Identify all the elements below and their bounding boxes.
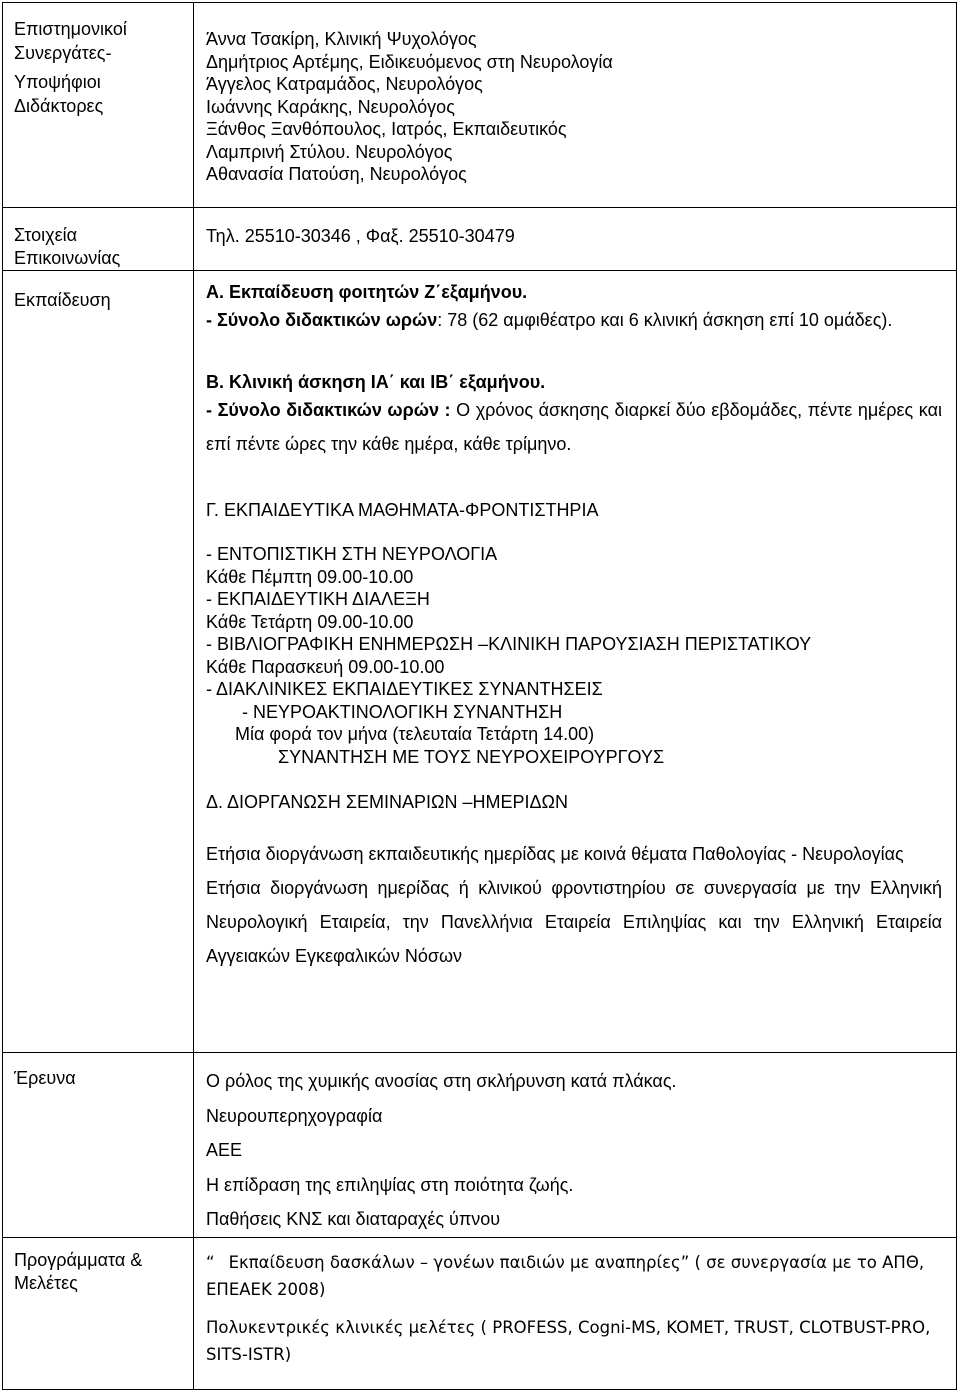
course-item-2: - ΕΚΠΑΙΔΕΥΤΙΚΗ ΔΙΑΛΕΞΗ <box>206 589 430 609</box>
education-d-para-1: Ετήσια διοργάνωση εκπαιδευτικής ημερίδας με κοινά θέματα Παθολογίας - Νευρολογίας <box>206 844 904 864</box>
research-item-3: ΑΕΕ <box>206 1140 243 1160</box>
education-label: Εκπαίδευση <box>14 290 111 310</box>
course-time-2: Κάθε Τετάρτη 09.00-10.00 <box>206 611 414 632</box>
contact-content-cell <box>194 208 957 271</box>
collaborator-5: Ξάνθος Ξανθόπουλος, Ιατρός, Εκπαιδευτικός <box>206 119 567 139</box>
course-sub-1: - ΝΕΥΡΟΑΚΤΙΝΟΛΟΓΙΚΗ ΣΥΝΑΝΤΗΣΗ <box>242 701 563 722</box>
course-item-1: - ΕΝΤΟΠΙΣΤΙΚΗ ΣΤΗ ΝΕΥΡΟΛΟΓΙΑ <box>206 544 498 564</box>
research-item-2: Νευρουπερηχογραφία <box>206 1105 383 1126</box>
research-content-cell <box>194 1053 957 1238</box>
research-item-1: Ο ρόλος της χυμικής ανοσίας στη σκλήρυνση κατά πλάκας. <box>206 1071 677 1091</box>
program-1-text: Εκπαίδευση δασκάλων – γονέων παιδιών με αναπηρίες” ( σε συνεργασία με το ΑΠΘ, ΕΠΕΑΕΚ 2008) <box>206 1252 925 1299</box>
education-b-text: Ο χρόνος άσκησης διαρκεί δύο εβδομάδες, πέντε ημέρες και επί πέντε ώρες την κάθε ημέρα, κάθε τρίμηνο. <box>206 400 942 454</box>
course-sub-3: ΣΥΝΑΝΤΗΣΗ ΜΕ ΤΟΥΣ ΝΕΥΡΟΧΕΙΡΟΥΡΓΟΥΣ <box>278 746 665 767</box>
education-b-bold: - Σύνολο διδακτικών ωρών : <box>206 400 451 420</box>
education-a-text: : 78 (62 αμφιθέατρο και 6 κλινική άσκηση επί 10 ομάδες). <box>437 310 893 330</box>
contact-row <box>3 208 957 271</box>
programs-label-2: Μελέτες <box>14 1272 78 1293</box>
collaborator-4: Ιωάννης Καράκης, Νευρολόγος <box>206 96 455 117</box>
education-label-cell <box>3 271 194 1053</box>
program-2: Πολυκεντρικές κλινικές μελέτες ( PROFESS, Cogni-MS, KOMET, TRUST, CLOTBUST-PRO, SITS-ISTR) <box>206 1317 931 1364</box>
course-time-3: Κάθε Παρασκευή 09.00-10.00 <box>206 656 445 677</box>
education-b-title: Β. Κλινική άσκηση ΙΑ΄ και ΙΒ΄ εξαμήνου. <box>206 372 546 392</box>
education-content-cell <box>194 271 957 1053</box>
research-item-4: Η επίδραση της επιληψίας στη ποιότητα ζωής. <box>206 1174 574 1195</box>
education-a-title: Α. Εκπαίδευση φοιτητών Ζ΄εξαμήνου. <box>206 282 528 302</box>
education-a-body <box>206 303 942 337</box>
contact-label-1: Στοιχεία <box>14 225 78 245</box>
contact-phone-fax: Τηλ. 25510-30346 , Φαξ. 25510-30479 <box>206 226 515 246</box>
collaborator-2: Δημήτριος Αρτέμης, Ειδικευόμενος στη Νευρολογία <box>206 51 613 72</box>
course-item-4: - ΔΙΑΚΛΙΝΙΚΕΣ ΕΚΠΑΙΔΕΥΤΙΚΕΣ ΣΥΝΑΝΤΗΣΕΙΣ <box>206 679 603 699</box>
collaborators-label-3: Υποψήφιοι <box>14 72 101 92</box>
collaborators-content-cell <box>194 3 957 208</box>
education-a-bold: - Σύνολο διδακτικών ωρών <box>206 310 438 330</box>
programs-label-1: Προγράμματα & <box>14 1249 143 1270</box>
collaborators-label-2: Συνεργάτες- <box>14 42 112 63</box>
education-d-para-2: Ετήσια διοργάνωση ημερίδας ή κλινικού φροντιστηρίου σε συνεργασία με την Ελληνική Νευρολογική Εταιρεία, την Πανελλήνια Εταιρεία Επιληψίας και την Ελληνική Εταιρεία Αγγειακών Εγκεφαλικών Νόσων <box>206 878 942 966</box>
programs-row <box>3 1237 957 1389</box>
contact-label-cell <box>3 208 194 271</box>
cv-table <box>2 2 957 1390</box>
collaborator-7: Αθανασία Πατούση, Νευρολόγος <box>206 164 467 184</box>
programs-label-cell <box>3 1237 194 1389</box>
program-1 <box>206 1249 946 1303</box>
course-sub-2: Μία φορά τον μήνα (τελευταία Τετάρτη 14.00) <box>235 724 595 744</box>
education-c-title: Γ. ΕΚΠΑΙΔΕΥΤΙΚΑ ΜΑΘΗΜΑΤΑ-ΦΡΟΝΤΙΣΤΗΡΙΑ <box>206 500 599 520</box>
collaborators-label-cell <box>3 3 194 208</box>
research-item-5: Παθήσεις ΚΝΣ και διαταραχές ύπνου <box>206 1209 501 1229</box>
collaborators-label-4: Διδάκτορες <box>14 95 104 116</box>
programs-content-cell <box>194 1237 957 1389</box>
collaborators-label-1: Επιστημονικοί <box>14 19 127 39</box>
collaborator-1: Άννα Τσακίρη, Κλινική Ψυχολόγος <box>206 29 477 49</box>
education-row <box>3 271 957 1053</box>
program-1-quote: “ <box>206 1252 215 1272</box>
education-b-body <box>206 393 942 461</box>
collaborators-row <box>3 3 957 208</box>
collaborator-3: Άγγελος Κατραμάδος, Νευρολόγος <box>206 74 483 94</box>
contact-label-2: Επικοινωνίας <box>14 248 121 268</box>
research-label: Έρευνα <box>14 1068 76 1088</box>
collaborator-6: Λαμπρινή Στύλου. Νευρολόγος <box>206 141 453 162</box>
course-time-1: Κάθε Πέμπτη 09.00-10.00 <box>206 566 414 587</box>
research-label-cell <box>3 1053 194 1238</box>
education-c-list <box>206 543 942 768</box>
education-d-title: Δ. ΔΙΟΡΓΑΝΩΣΗ ΣΕΜΙΝΑΡΙΩΝ –ΗΜΕΡΙΔΩΝ <box>206 792 569 812</box>
research-row <box>3 1053 957 1238</box>
course-item-3: - ΒΙΒΛΙΟΓΡΑΦΙΚΗ ΕΝΗΜΕΡΩΣΗ –ΚΛΙΝΙΚΗ ΠΑΡΟΥΣΙΑΣΗ ΠΕΡΙΣΤΑΤΙΚΟΥ <box>206 634 812 654</box>
